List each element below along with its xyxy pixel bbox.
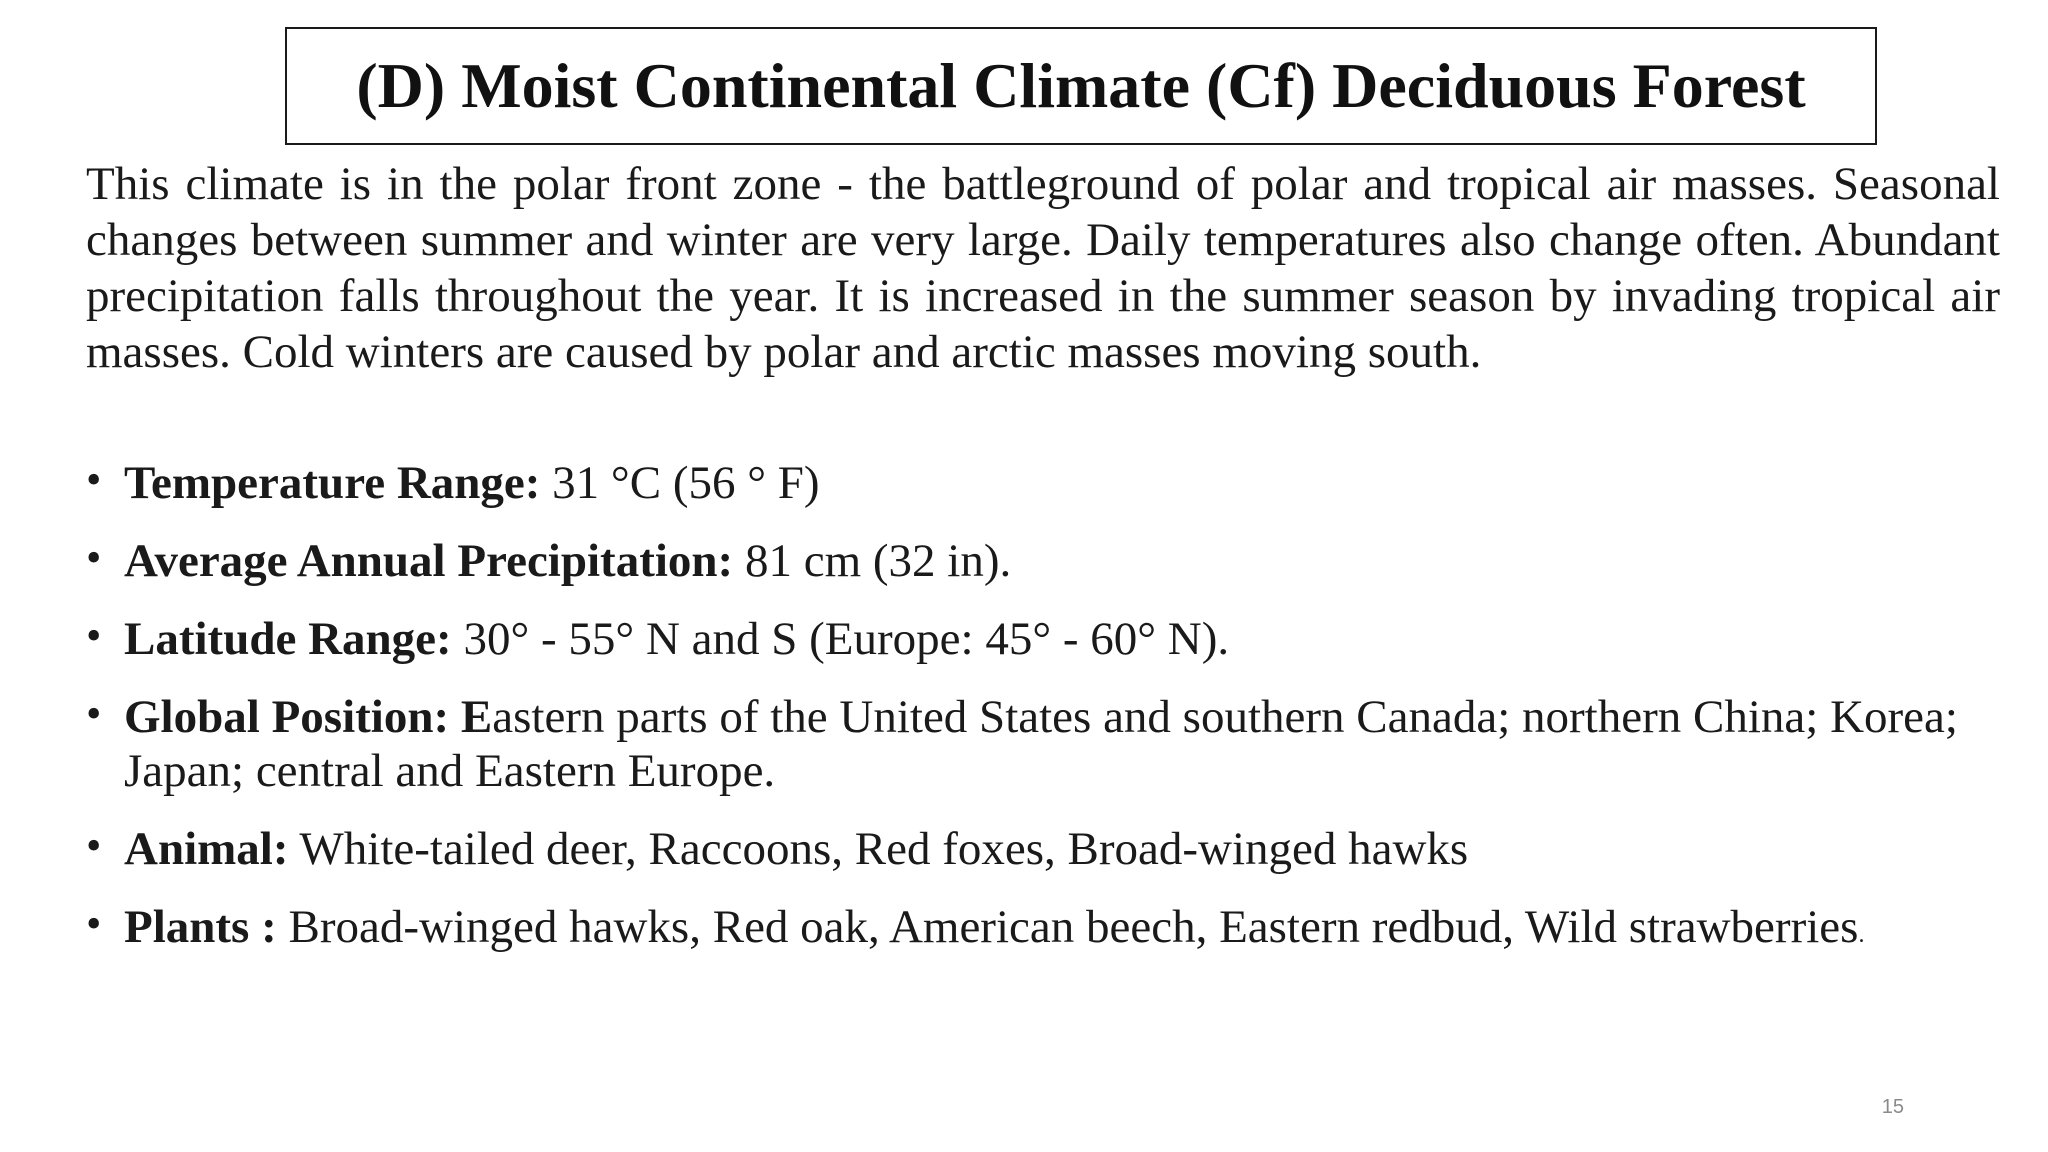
bullet-dot: • (86, 455, 102, 504)
bullet-text: 31 °C (56 ° F) (540, 457, 820, 509)
bullet-animal (86, 822, 2000, 876)
bullet-precipitation (86, 534, 2000, 588)
bullet-dot: • (86, 821, 102, 870)
page-number: 15 (1881, 1096, 1904, 1118)
bullet-plants (86, 900, 2000, 962)
bullet-list (86, 456, 2000, 986)
title-box (285, 27, 1877, 145)
bullet-label: Average Annual Precipitation: (124, 535, 734, 587)
bullet-text: astern parts of the United States and southern Canada; northern China; Korea; Japan; central and Eastern Europe. (124, 691, 1958, 797)
bullet-label: Global Position: E (124, 691, 493, 743)
bullet-text: 30° - 55° N and S (Europe: 45° - 60° N). (451, 613, 1230, 665)
bullet-global-position (86, 690, 2000, 798)
bullet-text: White-tailed deer, Raccoons, Red foxes, Broad-winged hawks (288, 823, 1469, 875)
bullet-text: Broad-winged hawks, Red oak, American beech, Eastern redbud, Wild strawberries (276, 901, 1859, 953)
bullet-label: Plants : (124, 901, 277, 953)
slide-title: (D) Moist Continental Climate (Cf) Deciduous Forest (356, 50, 1806, 121)
bullet-temperature-range (86, 456, 2000, 510)
bullet-label: Animal: (124, 823, 289, 875)
bullet-text: 81 cm (32 in). (733, 535, 1012, 587)
bullet-dot: • (86, 689, 102, 738)
bullet-dot: • (86, 611, 102, 660)
bullet-label: Temperature Range: (124, 457, 541, 509)
intro-paragraph: This climate is in the polar front zone - the battleground of polar and tropical air masses. Seasonal changes between summer and winter are very large. Daily temperatures also change often. Abundant precipitation falls throughout the year. It is increased in the summer season by invading tropical air masses. Cold winters are caused by polar and arctic masses moving south. (86, 158, 2000, 378)
bullet-label: Latitude Range: (124, 613, 452, 665)
bullet-dot: • (86, 899, 102, 948)
bullet-dot: • (86, 533, 102, 582)
bullet-latitude-range (86, 612, 2000, 666)
bullet-suffix: . (1858, 922, 1865, 948)
